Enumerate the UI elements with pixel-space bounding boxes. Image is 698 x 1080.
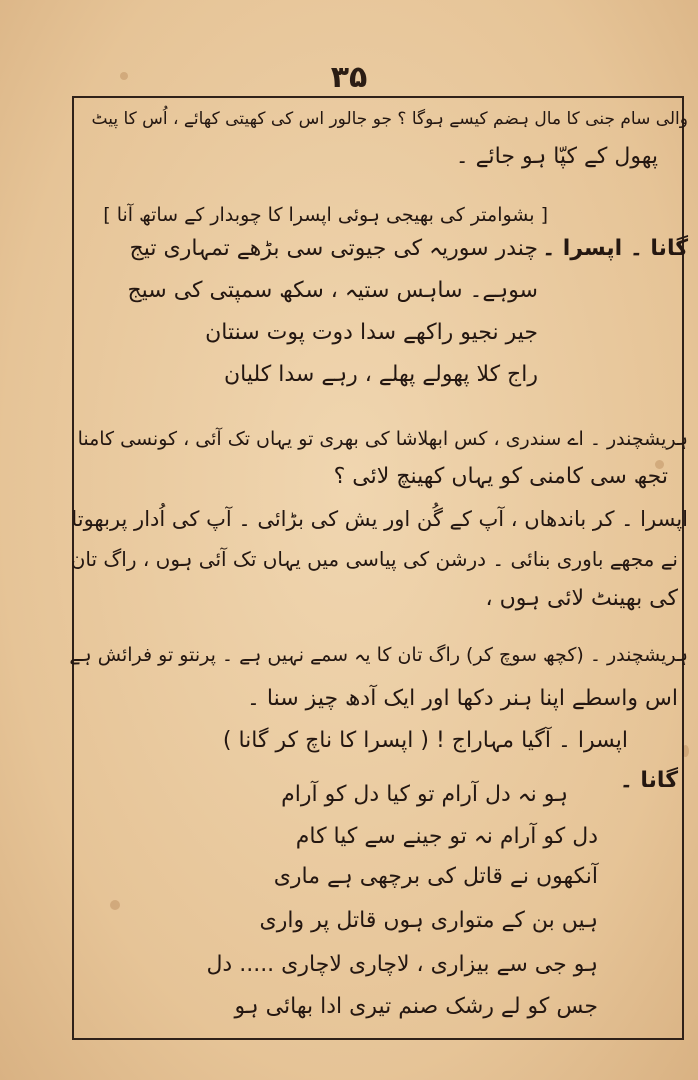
dialogue-line: نے مجھے باوری بنائی ۔ درشن کی پیاسی میں یہاں تک آئی ہوں ، راگ تان — [70, 547, 678, 571]
song-label-text: گانا ۔ — [619, 768, 678, 793]
song-label-text: گانا ۔ اپسرا ۔ — [542, 236, 688, 261]
text-line: پھول کے کپّا ہو جائے ۔ — [455, 144, 658, 169]
dialogue-line: اس واسطے اپنا ہنر دکھا اور ایک آدھ چیز سنا ۔ — [247, 686, 678, 711]
dialogue-line: ہریشچندر ۔ (کچھ سوچ کر) راگ تان کا یہ سمے نہیں ہے ۔ پرنتو تو فرائش ہے — [69, 644, 688, 666]
verse-line: ہو نہ دل آرام تو کیا دل کو آرام — [281, 782, 568, 807]
song-label — [620, 766, 678, 796]
dialogue-line: کی بھینٹ لائی ہوں ، — [485, 586, 678, 611]
dialogue-line: ہریشچندر ۔ اے سندری ، کس ابھلاشا کی بھری تو یہاں تک آئی ، کونسی کامنا — [77, 428, 688, 450]
verse-line: سوہے۔ ساہس ستیہ ، سکھ سمپتی کی سیج — [127, 278, 538, 303]
dialogue-line: تجھ سی کامنی کو یہاں کھینچ لائی ؟ — [333, 464, 668, 489]
dialogue-line: اپسرا ۔ آگیا مہاراج ! ( اپسرا کا ناچ کر گانا ) — [222, 728, 628, 753]
song-label — [542, 234, 688, 264]
verse-line: چندر سوریہ کی جیوتی سی بڑھے تمہاری تیج — [129, 236, 538, 261]
verse-line: ہو جی سے بیزاری ، لاچاری لاچاری ..... دل — [206, 952, 598, 977]
verse-line: راج کلا پھولے پھلے ، رہے سدا کلیان — [223, 362, 538, 387]
verse-line: آنکھوں نے قاتل کی برچھی ہے ماری — [273, 864, 598, 889]
verse-line: جیر نجیو راکھے سدا دوت پوت سنتان — [205, 320, 538, 345]
verse-line: دل کو آرام نہ تو جینے سے کیا کام — [295, 824, 598, 849]
stage-direction: [ بشوامتر کی بھیجی ہوئی اپسرا کا چوبدار کے ساتھ آنا ] — [103, 204, 548, 226]
text-line: والی سام جنی کا مال ہضم کیسے ہوگا ؟ جو جالور اس کی کھیتی کھائے ، اُس کا پیٹ — [91, 109, 688, 129]
dialogue-line: اپسرا ۔ کر باندھاں ، آپ کے گُن اور یش کی بڑائی ۔ آپ کی اُدار پربھوتا — [71, 507, 688, 531]
verse-line: جس کو لے رشک صنم تیری ادا بھائی ہو — [234, 994, 598, 1019]
page-number: ۳۵ — [330, 60, 368, 95]
verse-line: ہیں بن کے متواری ہوں قاتل پر واری — [259, 908, 598, 933]
